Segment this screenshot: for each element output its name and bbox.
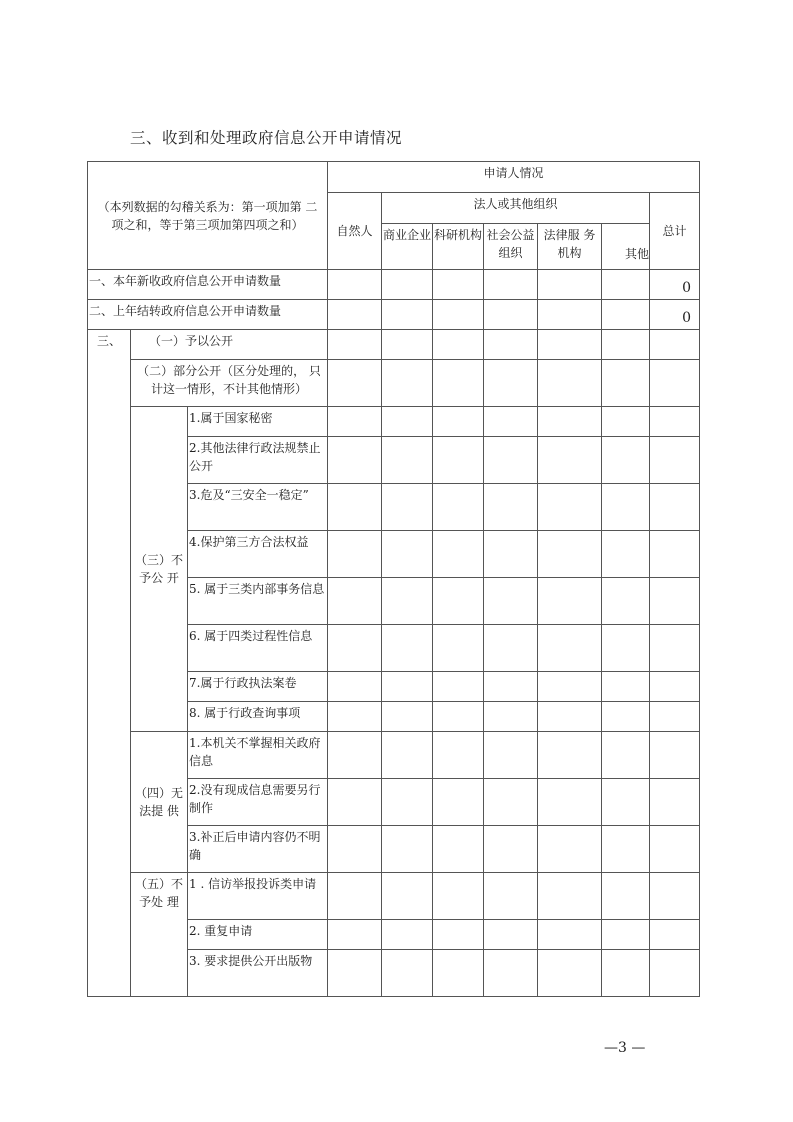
table-row	[88, 873, 700, 920]
table-cell	[433, 920, 484, 950]
table-cell	[328, 270, 382, 300]
table-cell	[433, 300, 484, 330]
table-cell	[538, 826, 602, 873]
table-cell	[328, 300, 382, 330]
table-cell	[433, 531, 484, 578]
table-cell	[484, 437, 538, 484]
table-cell	[602, 330, 650, 360]
table-row	[88, 360, 700, 407]
table-row	[88, 300, 700, 330]
row-label: （一）予以公开	[131, 330, 328, 360]
table-cell	[538, 330, 602, 360]
table-cell	[433, 330, 484, 360]
table-cell	[602, 360, 650, 407]
table-cell	[382, 826, 433, 873]
table-cell	[538, 779, 602, 826]
table-cell	[433, 625, 484, 672]
table-cell	[650, 531, 700, 578]
header-legal-service: 法律服 务机构	[538, 224, 602, 270]
table-cell	[382, 950, 433, 997]
table-cell	[382, 779, 433, 826]
item-label: 8. 属于行政查询事项	[188, 702, 328, 732]
table-cell	[650, 437, 700, 484]
table-cell	[328, 484, 382, 531]
header-other: 其他	[602, 224, 650, 270]
table-cell	[650, 407, 700, 437]
table-cell	[433, 672, 484, 702]
header-applicant: 申请人情况	[328, 162, 700, 193]
table-cell	[382, 578, 433, 625]
table-cell	[602, 484, 650, 531]
row-total: 0	[650, 300, 700, 330]
table-cell	[602, 578, 650, 625]
table-cell	[433, 779, 484, 826]
table-cell	[602, 920, 650, 950]
table-cell	[433, 950, 484, 997]
table-cell	[650, 779, 700, 826]
corner-note-cell	[88, 162, 328, 270]
table-cell	[650, 873, 700, 920]
table-cell	[650, 625, 700, 672]
item-label: 5. 属于三类内部事务信息	[188, 578, 328, 625]
table-cell	[433, 873, 484, 920]
table-cell	[538, 437, 602, 484]
item-label: 4.保护第三方合法权益	[188, 531, 328, 578]
table-cell	[538, 578, 602, 625]
table-cell	[602, 531, 650, 578]
table-cell	[328, 407, 382, 437]
page-number: —3 —	[604, 1040, 646, 1056]
table-cell	[538, 732, 602, 779]
group-label-not-disclosed: （三）不予公 开	[131, 407, 188, 732]
table-cell	[538, 270, 602, 300]
table-cell	[484, 407, 538, 437]
row-label: （二）部分公开（区分处理的， 只计这一情形，不计其他情形）	[131, 360, 328, 407]
table-cell	[602, 407, 650, 437]
table-cell	[602, 732, 650, 779]
table-cell	[382, 270, 433, 300]
table-cell	[602, 300, 650, 330]
table-cell	[382, 330, 433, 360]
table-cell	[382, 920, 433, 950]
table-cell	[433, 702, 484, 732]
table-cell	[484, 531, 538, 578]
item-label: 2.其他法律行政法规禁止公开	[188, 437, 328, 484]
table-cell	[538, 625, 602, 672]
table-row	[88, 407, 700, 437]
table-cell	[538, 360, 602, 407]
table-cell	[538, 672, 602, 702]
table-cell	[328, 672, 382, 702]
table-cell	[382, 531, 433, 578]
table-cell	[382, 360, 433, 407]
header-natural-person: 自然人	[328, 193, 382, 270]
header-public-welfare: 社会公益组织	[484, 224, 538, 270]
table-cell	[328, 826, 382, 873]
table-cell	[650, 732, 700, 779]
row-total: 0	[650, 270, 700, 300]
header-business: 商业企业	[382, 224, 433, 270]
table-cell	[433, 407, 484, 437]
table-cell	[328, 578, 382, 625]
table-cell	[328, 625, 382, 672]
table-cell	[538, 407, 602, 437]
table-row	[88, 732, 700, 779]
table-cell	[484, 702, 538, 732]
table-cell	[433, 270, 484, 300]
table-cell	[328, 732, 382, 779]
table-cell	[484, 672, 538, 702]
table-cell	[602, 702, 650, 732]
table-cell	[484, 360, 538, 407]
table-cell	[382, 672, 433, 702]
section-three-label: 三、	[88, 330, 131, 997]
table-cell	[538, 873, 602, 920]
item-label: 3.危及“三安全一稳定”	[188, 484, 328, 531]
table-cell	[382, 873, 433, 920]
table-cell	[484, 625, 538, 672]
table-cell	[382, 300, 433, 330]
row-label: 二、上年结转政府信息公开申请数量	[88, 300, 328, 330]
table-cell	[650, 702, 700, 732]
table-cell	[382, 484, 433, 531]
table-cell	[602, 672, 650, 702]
header-legal-org: 法人或其他组织	[382, 193, 650, 224]
table-cell	[650, 330, 700, 360]
table-cell	[484, 779, 538, 826]
table-cell	[484, 950, 538, 997]
table-cell	[433, 732, 484, 779]
table-cell	[602, 779, 650, 826]
table-cell	[382, 732, 433, 779]
table-cell	[328, 437, 382, 484]
table-cell	[650, 578, 700, 625]
table-cell	[602, 826, 650, 873]
table-cell	[328, 360, 382, 407]
table-cell	[650, 360, 700, 407]
table-cell	[650, 950, 700, 997]
table-cell	[328, 950, 382, 997]
group-label-not-processed: （五）不予处 理	[131, 873, 188, 997]
item-label: 1.属于国家秘密	[188, 407, 328, 437]
table-row	[88, 270, 700, 300]
table-cell	[328, 330, 382, 360]
row-label: 一、本年新收政府信息公开申请数量	[88, 270, 328, 300]
table-cell	[433, 578, 484, 625]
item-label: 1.本机关不掌握相关政府信息	[188, 732, 328, 779]
table-cell	[538, 484, 602, 531]
group-label-unable-to-provide: （四）无法提 供	[131, 732, 188, 873]
table-cell	[538, 300, 602, 330]
table-cell	[602, 950, 650, 997]
table-cell	[538, 531, 602, 578]
table-cell	[484, 873, 538, 920]
section-title: 三、收到和处理政府信息公开申请情况	[130, 129, 403, 147]
table-cell	[602, 625, 650, 672]
table-cell	[650, 484, 700, 531]
table-cell	[484, 578, 538, 625]
item-label: 3.补正后申请内容仍不明确	[188, 826, 328, 873]
table-cell	[602, 873, 650, 920]
table-cell	[382, 407, 433, 437]
item-label: 2. 重复申请	[188, 920, 328, 950]
table-cell	[602, 270, 650, 300]
table-cell	[328, 531, 382, 578]
table-cell	[328, 779, 382, 826]
table-cell	[433, 826, 484, 873]
table-cell	[328, 702, 382, 732]
table-cell	[650, 672, 700, 702]
table-cell	[328, 920, 382, 950]
table-cell	[382, 702, 433, 732]
item-label: 1 . 信访举报投诉类申请	[188, 873, 328, 920]
table-cell	[433, 484, 484, 531]
table-cell	[382, 625, 433, 672]
header-research: 科研机构	[433, 224, 484, 270]
disclosure-request-table	[87, 161, 700, 997]
table-cell	[433, 360, 484, 407]
table-cell	[382, 437, 433, 484]
table-cell	[484, 826, 538, 873]
table-cell	[650, 826, 700, 873]
table-cell	[328, 873, 382, 920]
corner-note: （本列数据的勾稽关系为：第一项加第 二项之和，等于第三项加第四项之和）	[97, 199, 318, 232]
table-cell	[484, 920, 538, 950]
table-row	[88, 330, 700, 360]
table-cell	[484, 732, 538, 779]
item-label: 3. 要求提供公开出版物	[188, 950, 328, 997]
table-cell	[538, 920, 602, 950]
item-label: 6. 属于四类过程性信息	[188, 625, 328, 672]
table-cell	[602, 437, 650, 484]
table-cell	[484, 330, 538, 360]
table-cell	[538, 702, 602, 732]
table-cell	[484, 300, 538, 330]
table-cell	[484, 270, 538, 300]
table-cell	[538, 950, 602, 997]
item-label: 7.属于行政执法案卷	[188, 672, 328, 702]
table-cell	[650, 920, 700, 950]
table-cell	[484, 484, 538, 531]
header-total: 总计	[650, 193, 700, 270]
table-cell	[433, 437, 484, 484]
item-label: 2.没有现成信息需要另行制作	[188, 779, 328, 826]
